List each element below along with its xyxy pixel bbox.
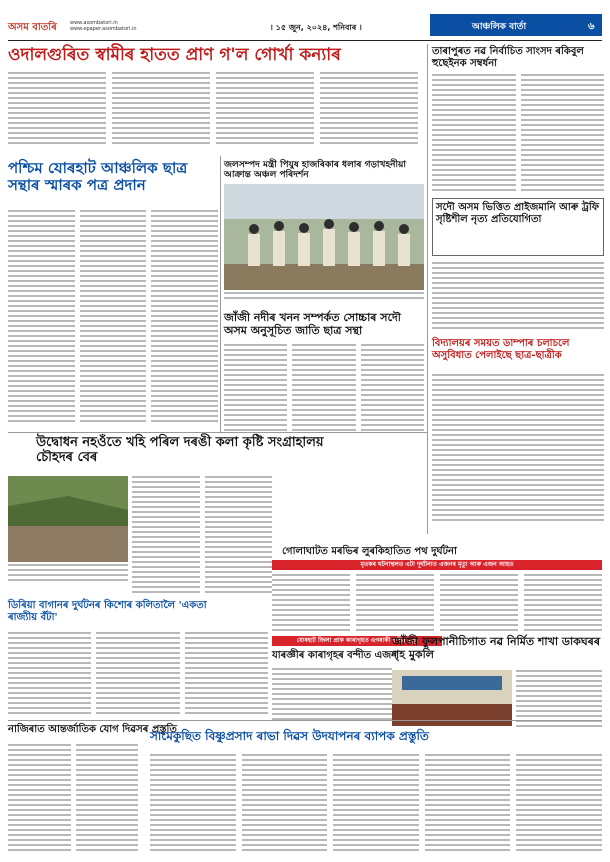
story-2-body	[8, 210, 218, 425]
page-number: ৬	[588, 21, 595, 32]
story-10-body	[8, 632, 268, 720]
story-9-headline: গোলাঘাটত মৰভিৰ লুৰকিহাতিত পথ দুৰ্ঘটনা	[282, 546, 457, 557]
story-3-headline: জলসম্পদ মন্ত্ৰী পিযুষ হাজৰিকাৰ ধলাৰ গড়াখহনীয়া আক্ৰান্ত অঞ্চল পৰিদৰ্শন	[224, 160, 407, 181]
story-9-banner: মৃতকৰ ঘটনাস্থলত এটা দূৰ্ঘটনাত এজনৰ মৃত্যু আৰু এজন আহত	[272, 560, 602, 570]
story-4-headline: জাঁজী নদীৰ খনন সম্পৰ্কত সোচ্চাৰ সদৌ অসম অনুসূচিত জাতি ছাত্ৰ সন্থা	[224, 311, 401, 337]
header-rule	[8, 40, 602, 41]
website-url: www.asombatori.in	[70, 20, 118, 26]
story-5-body	[132, 476, 272, 596]
story-7-headline: সদৌ অসম ভিত্তিত প্ৰাইজমানি আৰু ট্ৰফি সৃষ্টিশীল নৃত্য প্ৰতিযোগিতা	[436, 202, 600, 225]
story-13-headline: নাজিৰাত আন্তৰ্জাতিক যোগ দিৱসৰ প্ৰস্তুতি	[8, 724, 177, 735]
story-4-body	[224, 344, 424, 434]
story-9-body	[272, 574, 602, 634]
section-title: আঞ্চলিক বাৰ্তা	[472, 22, 527, 32]
story-11-banner: যোৰহাট জিলা প্ৰাক কাৰাগৃহত এগৰাকী বন্দীৰ মৃত্যু	[272, 636, 442, 646]
story-3-photo	[224, 184, 424, 290]
section-rule	[8, 432, 428, 433]
story-14-body	[150, 754, 602, 856]
story-5-photo	[8, 476, 128, 562]
story-12-body	[516, 670, 602, 730]
story-10-headline: ডিৰিয়া বাগানৰ দুৰ্ঘটনৰ কিশোৰ কলিতালৈ 'একতা ৰাজ্যীয় বঁটা'	[8, 600, 207, 623]
story-14-headline: সামেকুছিত বিষ্ণুপ্ৰসাদ ৰাভা দিৱস উদযাপনৰ ব্যাপক প্ৰস্তুতি	[150, 729, 429, 743]
story-5-caption	[8, 564, 128, 594]
story-8-headline: বিদ্যালয়ৰ সময়ত ডাম্পাৰ চলাচলে অসুবিধাত পেলাইছে ছাত্ৰ-ছাত্ৰীক	[432, 338, 570, 361]
page-header	[0, 0, 610, 40]
column-rule	[220, 156, 221, 432]
story-5-headline: উদ্বোধন নহওঁতে খহি পৰিল দৰঙী কলা কৃষ্টি সংগ্ৰাহালয় চৌহদৰ বেৰ	[36, 435, 324, 465]
issue-date: । ১৫ জুন, ২০২৪, শনিবাৰ ।	[270, 23, 362, 32]
story-6-body	[432, 74, 604, 194]
epaper-url: www.epaper.asombatori.in	[70, 26, 137, 32]
website-links	[70, 20, 137, 32]
story-12-photo	[392, 670, 512, 726]
story-6-headline: তাৰাপুৰত নৱ নিৰ্বাচিত সাংসদ ৰকিবুল হুছেইনক সম্বৰ্ধনা	[432, 46, 584, 69]
story-11-headline: যাৰজ্ঞীৰ কাৰাগৃহৰ বন্দীত এজন	[272, 650, 398, 661]
story-11-body	[272, 668, 392, 723]
story-2-headline: পশ্চিম যোৰহাট আঞ্চলিক ছাত্ৰ সন্থাৰ স্মাৰক পত্ৰ প্ৰদান	[8, 159, 188, 195]
column-rule	[427, 44, 428, 534]
story-7-body	[432, 262, 604, 332]
story-12-headline: জাঁজী ফুলপানীচিগাত নৱ নিৰ্মিত শাখা ডাকঘৰৰ গৃহ মুকলি	[392, 635, 601, 661]
story-13-body	[8, 744, 138, 854]
story-3-caption	[224, 292, 424, 306]
section-rule	[8, 720, 602, 721]
story-8-body	[432, 374, 604, 524]
story-1-headline: ওদালগুৰিত স্বামীৰ হাতত প্ৰাণ গ'ল গোৰ্খা কন্যাৰ	[8, 45, 341, 65]
story-1-body	[8, 72, 418, 152]
masthead-logo: অসম বাতৰি	[8, 22, 57, 33]
